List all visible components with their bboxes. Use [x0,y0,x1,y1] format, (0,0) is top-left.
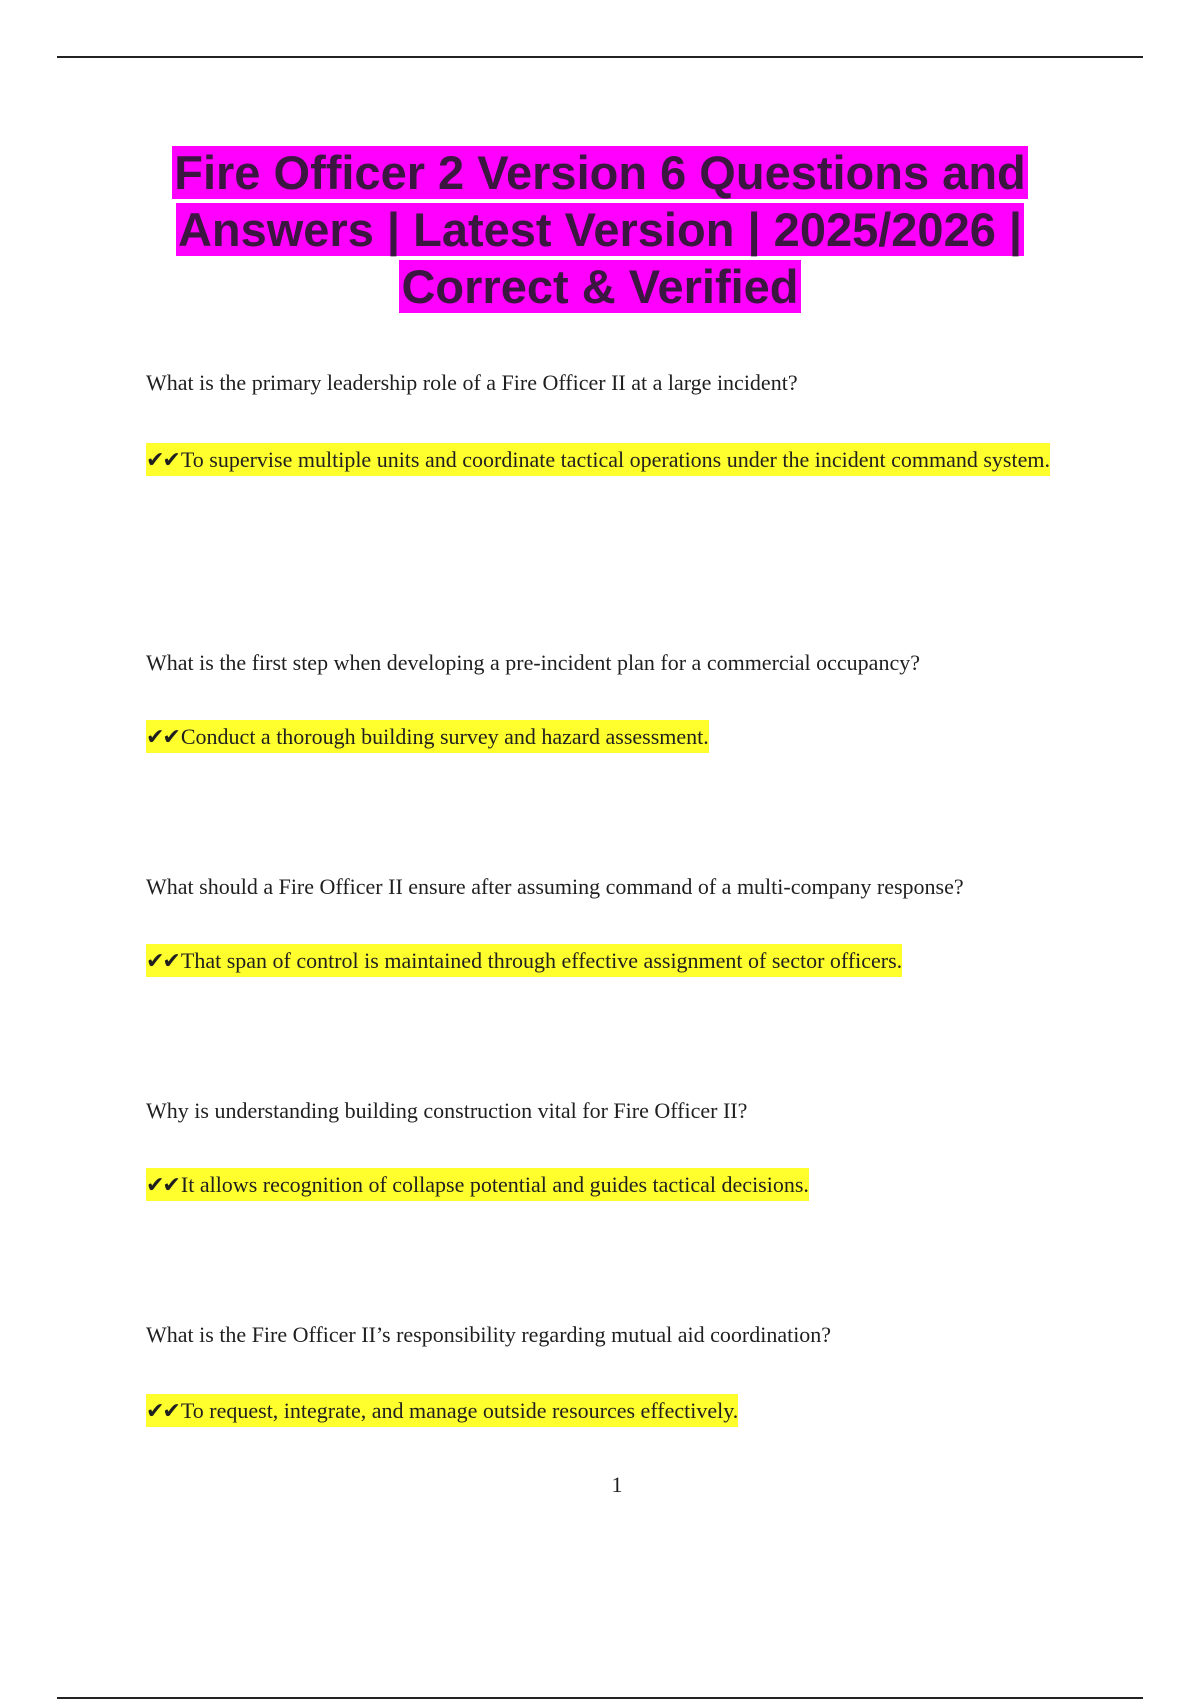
answer-2-text: Conduct a thorough building survey and hazard assessment. [180,724,709,749]
footer-rule [57,1697,1143,1699]
answer-3 [146,930,1086,992]
question-1: What is the primary leadership role of a Fire Officer II at a large incident? [146,370,798,395]
page-number: 1 [611,1472,623,1497]
answer-1 [146,429,1086,491]
question-3: What should a Fire Officer II ensure after assuming command of a multi-company response? [146,874,964,899]
document-title-text: Fire Officer 2 Version 6 Questions and Answers | Latest Version | 2025/2026 | Correct & Verified [174,146,1026,313]
check-icon: ✔✔ [146,448,179,473]
answer-4 [146,1154,1086,1216]
question-5: What is the Fire Officer II’s responsibility regarding mutual aid coordination? [146,1322,832,1347]
question-4: Why is understanding building construction vital for Fire Officer II? [146,1098,748,1123]
check-icon: ✔✔ [146,1173,179,1198]
answer-5 [146,1380,1086,1442]
document-title [100,144,1100,315]
question-2: What is the first step when developing a pre-incident plan for a commercial occupancy? [146,650,920,675]
answer-1-text: To supervise multiple units and coordinate tactical operations under the incident command system. [180,447,1050,472]
answer-2 [146,706,1086,768]
check-icon: ✔✔ [146,725,179,750]
check-icon: ✔✔ [146,949,179,974]
answer-3-text: That span of control is maintained through effective assignment of sector officers. [180,948,903,973]
check-icon: ✔✔ [146,1399,179,1424]
answer-4-text: It allows recognition of collapse potential and guides tactical decisions. [180,1172,809,1197]
answer-5-text: To request, integrate, and manage outside resources effectively. [180,1398,739,1423]
header-rule [57,56,1143,58]
